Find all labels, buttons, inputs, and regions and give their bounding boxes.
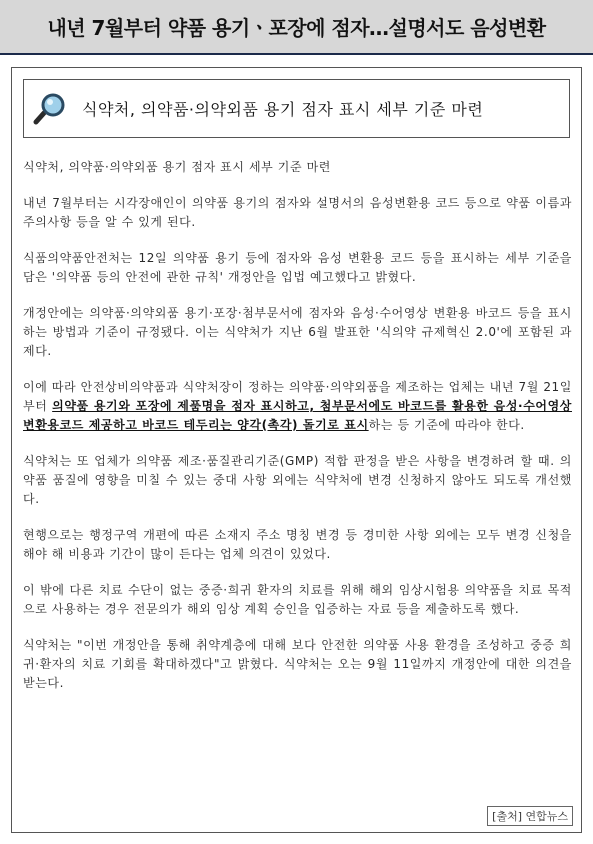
- search-icon: [33, 92, 69, 126]
- paragraph: 식약처는 "이번 개정안을 통해 취약계층에 대해 보다 안전한 의약품 사용 환경을 조성하고 중증 희귀·환자의 치료 기회를 확대하겠다"고 밝혔다. 식약처는 오는 9월 11일까지 개정안에 대한 의견을 받는다.: [23, 638, 572, 690]
- paragraph-text: 하는 등 기준에 따라야 한다.: [368, 418, 525, 432]
- article-headline: 식약처, 의약품·의약외품 용기 점자 표시 세부 기준 마련: [82, 100, 484, 119]
- source-label: [출처] 연합뉴스: [487, 806, 573, 826]
- paragraph: 식품의약품안전처는 12일 의약품 용기 등에 점자와 음성 변환용 코드 등을 표시하는 세부 기준을 담은 '의약품 등의 안전에 관한 규칙' 개정안을 입법 예고했다고 밝혔다.: [23, 251, 572, 284]
- article-frame: [11, 67, 582, 833]
- paragraph: 내년 7월부터는 시각장애인이 의약품 용기의 점자와 설명서의 음성변환용 코드 등으로 약품 이름과 주의사항 등을 알 수 있게 된다.: [23, 196, 572, 229]
- paragraph: 현행으로는 행정구역 개편에 따른 소재지 주소 명칭 변경 등 경미한 사항 외에는 모두 변경 신청을 해야 해 비용과 기간이 많이 든다는 업체 의견이 있었다.: [23, 528, 572, 561]
- article-body: [23, 158, 572, 710]
- paragraph: 이 밖에 다른 치료 수단이 없는 중증·희귀 환자의 치료를 위해 해외 임상시험용 의약품을 치료 목적으로 사용하는 경우 전문의가 해외 임상 계획 승인을 입증하는 자료 등을 제출하도록 했다.: [23, 583, 572, 616]
- paragraph: 식약처, 의약품·의약외품 용기 점자 표시 세부 기준 마련: [23, 160, 331, 174]
- paragraph: 식약처는 또 업체가 의약품 제조·품질관리기준(GMP) 적합 판정을 받은 사항을 변경하려 할 때. 의약품 품질에 영향을 미칠 수 있는 중대 사항 외에는 식약처에 변경 신청하지 않아도 되도록 개선했다.: [23, 454, 572, 506]
- header-bar: [0, 0, 593, 55]
- paragraph: 개정안에는 의약품·의약외품 용기·포장·첨부문서에 점자와 음성·수어영상 변환용 바코드 등을 표시하는 방법과 기준이 규정됐다. 이는 식약처가 지난 6월 발표한 '식의약 규제혁신 2.0'에 포함된 과제다.: [23, 306, 572, 358]
- page-title: 내년 7월부터 약품 용기ㆍ포장에 점자…설명서도 음성변환: [47, 16, 546, 40]
- highlighted-text: 의약품 용기와 포장에 제품명을 점자 표시하고, 첨부문서에도 바코드를 활용한 음성·수어영상변환용코드 제공하고 바코드 테두리는 양각(촉각) 돌기로 표시: [23, 399, 572, 432]
- paragraph-highlight: [23, 378, 572, 435]
- headline-box: [23, 79, 570, 138]
- paragraph-text: 이에 따라 안전상비의약품과 식약처장이 정하는 의약품·의약외품을 제조하는 업체는 내년 7월 21일부터: [23, 380, 572, 413]
